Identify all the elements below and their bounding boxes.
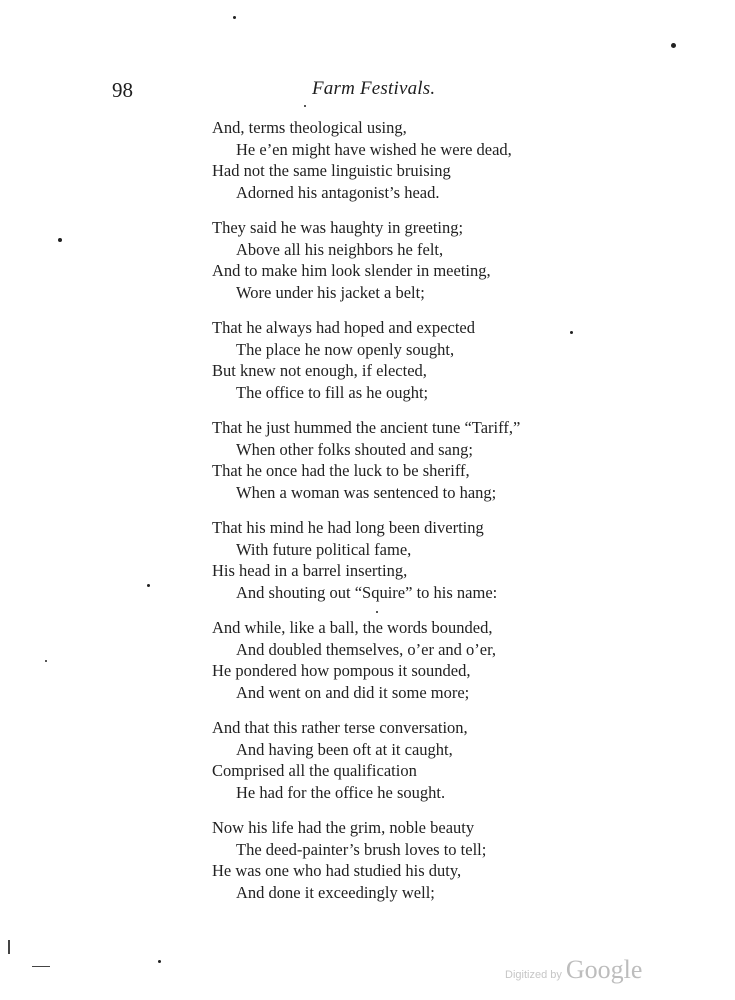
google-logo: Google xyxy=(565,955,643,984)
poem-line: Had not the same linguistic bruising xyxy=(212,161,451,180)
poem-line: He was one who had studied his duty, xyxy=(212,861,462,880)
poem-line: But knew not enough, if elected, xyxy=(212,361,427,380)
poem-line: Above all his neighbors he felt, xyxy=(236,239,444,259)
scan-speck xyxy=(376,611,378,613)
stanza xyxy=(212,617,632,703)
scan-speck xyxy=(304,105,306,107)
stanza xyxy=(212,117,632,203)
scan-speck xyxy=(233,16,236,19)
poem-line: That he once had the luck to be sheriff, xyxy=(212,461,470,480)
stanza xyxy=(212,217,632,303)
running-title: Farm Festivals. xyxy=(312,78,436,99)
poem-line: He pondered how pompous it sounded, xyxy=(212,661,471,680)
poem-line: And shouting out “Squire” to his name: xyxy=(236,582,498,602)
poem-line: The deed-painter’s brush loves to tell; xyxy=(236,839,487,859)
poem-line: That his mind he had long been diverting xyxy=(212,518,484,537)
poem-line: And while, like a ball, the words bounded, xyxy=(212,618,493,637)
scan-artifact xyxy=(32,966,50,967)
poem-line: And doubled themselves, o’er and o’er, xyxy=(236,639,497,659)
poem-line: That he always had hoped and expected xyxy=(212,318,475,337)
poem-line: He e’en might have wished he were dead, xyxy=(236,139,512,159)
scan-artifact xyxy=(8,940,10,954)
poem-line: The place he now openly sought, xyxy=(236,339,455,359)
poem-line: They said he was haughty in greeting; xyxy=(212,218,464,237)
scan-speck xyxy=(147,584,150,587)
poem-line: And, terms theological using, xyxy=(212,118,407,137)
poem-line: Wore under his jacket a belt; xyxy=(236,282,425,302)
poem-line: When a woman was sentenced to hang; xyxy=(236,482,497,502)
poem xyxy=(212,117,632,903)
scan-speck xyxy=(570,331,573,334)
poem-line: And to make him look slender in meeting, xyxy=(212,261,491,280)
stanza xyxy=(212,817,632,903)
poem-line: His head in a barrel inserting, xyxy=(212,561,408,580)
poem-line: And that this rather terse conversation, xyxy=(212,718,468,737)
stanza xyxy=(212,717,632,803)
page-number: 98 xyxy=(112,78,133,102)
poem-line: He had for the office he sought. xyxy=(236,782,446,802)
stanza xyxy=(212,417,632,503)
stanza xyxy=(212,517,632,603)
poem-line: And done it exceedingly well; xyxy=(236,882,435,902)
scan-speck xyxy=(158,960,161,963)
poem-line: Now his life had the grim, noble beauty xyxy=(212,818,475,837)
poem-line: And having been oft at it caught, xyxy=(236,739,453,759)
poem-line: With future political fame, xyxy=(236,539,412,559)
watermark-prefix: Digitized by xyxy=(505,969,562,981)
poem-line: The office to fill as he ought; xyxy=(236,382,429,402)
stanza xyxy=(212,317,632,403)
poem-line: That he just hummed the ancient tune “Tariff,” xyxy=(212,418,521,437)
scan-speck xyxy=(45,660,47,662)
poem-line: Comprised all the qualification xyxy=(212,761,417,780)
scan-speck xyxy=(58,238,62,242)
poem-line: And went on and did it some more; xyxy=(236,682,470,702)
poem-line: When other folks shouted and sang; xyxy=(236,439,473,459)
digitization-watermark xyxy=(505,955,642,985)
poem-line: Adorned his antagonist’s head. xyxy=(236,182,440,202)
scan-speck xyxy=(671,43,676,48)
